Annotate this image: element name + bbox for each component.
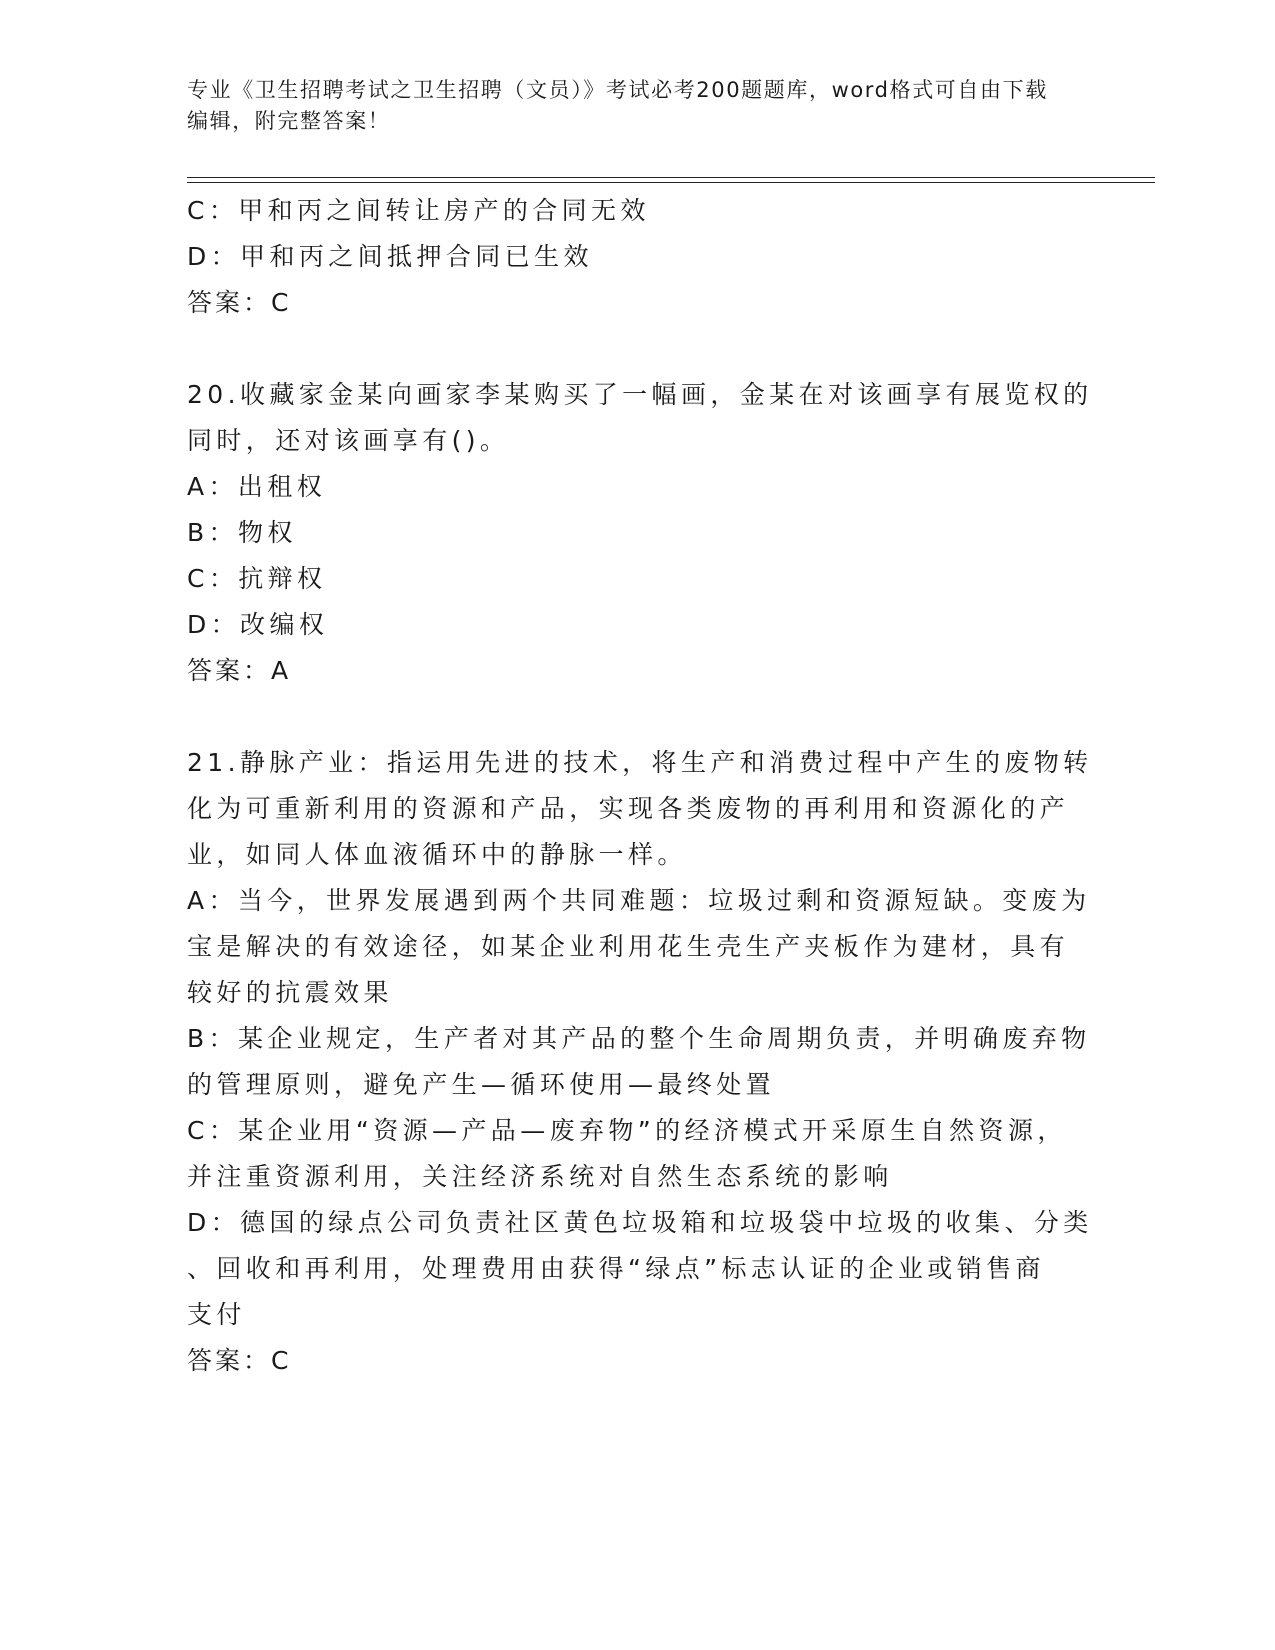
q20-option-b: B：物权 — [187, 518, 297, 547]
q21-option-d-line-3: 支付 — [187, 1300, 246, 1329]
q21-option-c-line-1: C：某企业用“资源—产品—废弃物”的经济模式开采原生自然资源， — [187, 1116, 1067, 1145]
question-spacer — [187, 694, 1087, 740]
q21-stem-line-1: 21.静脉产业：指运用先进的技术，将生产和消费过程中产生的废物转 — [187, 748, 1093, 777]
q20-answer: 答案：A — [187, 656, 292, 685]
q21-option-b-line-2: 的管理原则，避免产生—循环使用—最终处置 — [187, 1070, 776, 1099]
q21-stem-line-3: 业，如同人体血液循环中的静脉一样。 — [187, 840, 687, 869]
q20-option-d: D：改编权 — [187, 610, 329, 639]
q21-option-d-line-1: D：德国的绿点公司负责社区黄色垃圾箱和垃圾袋中垃圾的收集、分类 — [187, 1208, 1093, 1237]
q21-stem-line-2: 化为可重新利用的资源和产品，实现各类废物的再利用和资源化的产 — [187, 794, 1070, 823]
q20-stem-line-2: 同时，还对该画享有()。 — [187, 426, 510, 455]
q21-option-a-line-2: 宝是解决的有效途径，如某企业利用花生壳生产夹板作为建材，具有 — [187, 932, 1070, 961]
question-spacer — [187, 326, 1087, 372]
q19-answer: 答案：C — [187, 288, 292, 317]
q21-option-c-line-2: 并注重资源利用，关注经济系统对自然生态系统的影响 — [187, 1162, 893, 1191]
q21-answer: 答案：C — [187, 1346, 292, 1375]
q20-option-a: A：出租权 — [187, 472, 327, 501]
q19-option-d: D：甲和丙之间抵押合同已生效 — [187, 242, 593, 271]
q21-option-a-line-3: 较好的抗震效果 — [187, 978, 393, 1007]
q21-option-d-line-2: 、回收和再利用，处理费用由获得“绿点”标志认证的企业或销售商 — [187, 1254, 1045, 1283]
header-divider-top — [187, 177, 1155, 178]
q21-option-b-line-1: B：某企业规定，生产者对其产品的整个生命周期负责，并明确废弃物 — [187, 1024, 1091, 1053]
document-header: 专业《卫生招聘考试之卫生招聘（文员）》考试必考200题题库，word格式可自由下载编辑，附完整答案！ — [187, 78, 1048, 133]
q19-option-c: C：甲和丙之间转让房产的合同无效 — [187, 196, 650, 225]
q20-option-c: C：抗辩权 — [187, 564, 327, 593]
q20-stem-line-1: 20.收藏家金某向画家李某购买了一幅画，金某在对该画享有展览权的 — [187, 380, 1093, 409]
q21-option-a-line-1: A：当今，世界发展遇到两个共同难题：垃圾过剩和资源短缺。变废为 — [187, 886, 1091, 915]
question-content — [187, 188, 1093, 1384]
header-divider-bottom — [187, 182, 1155, 183]
